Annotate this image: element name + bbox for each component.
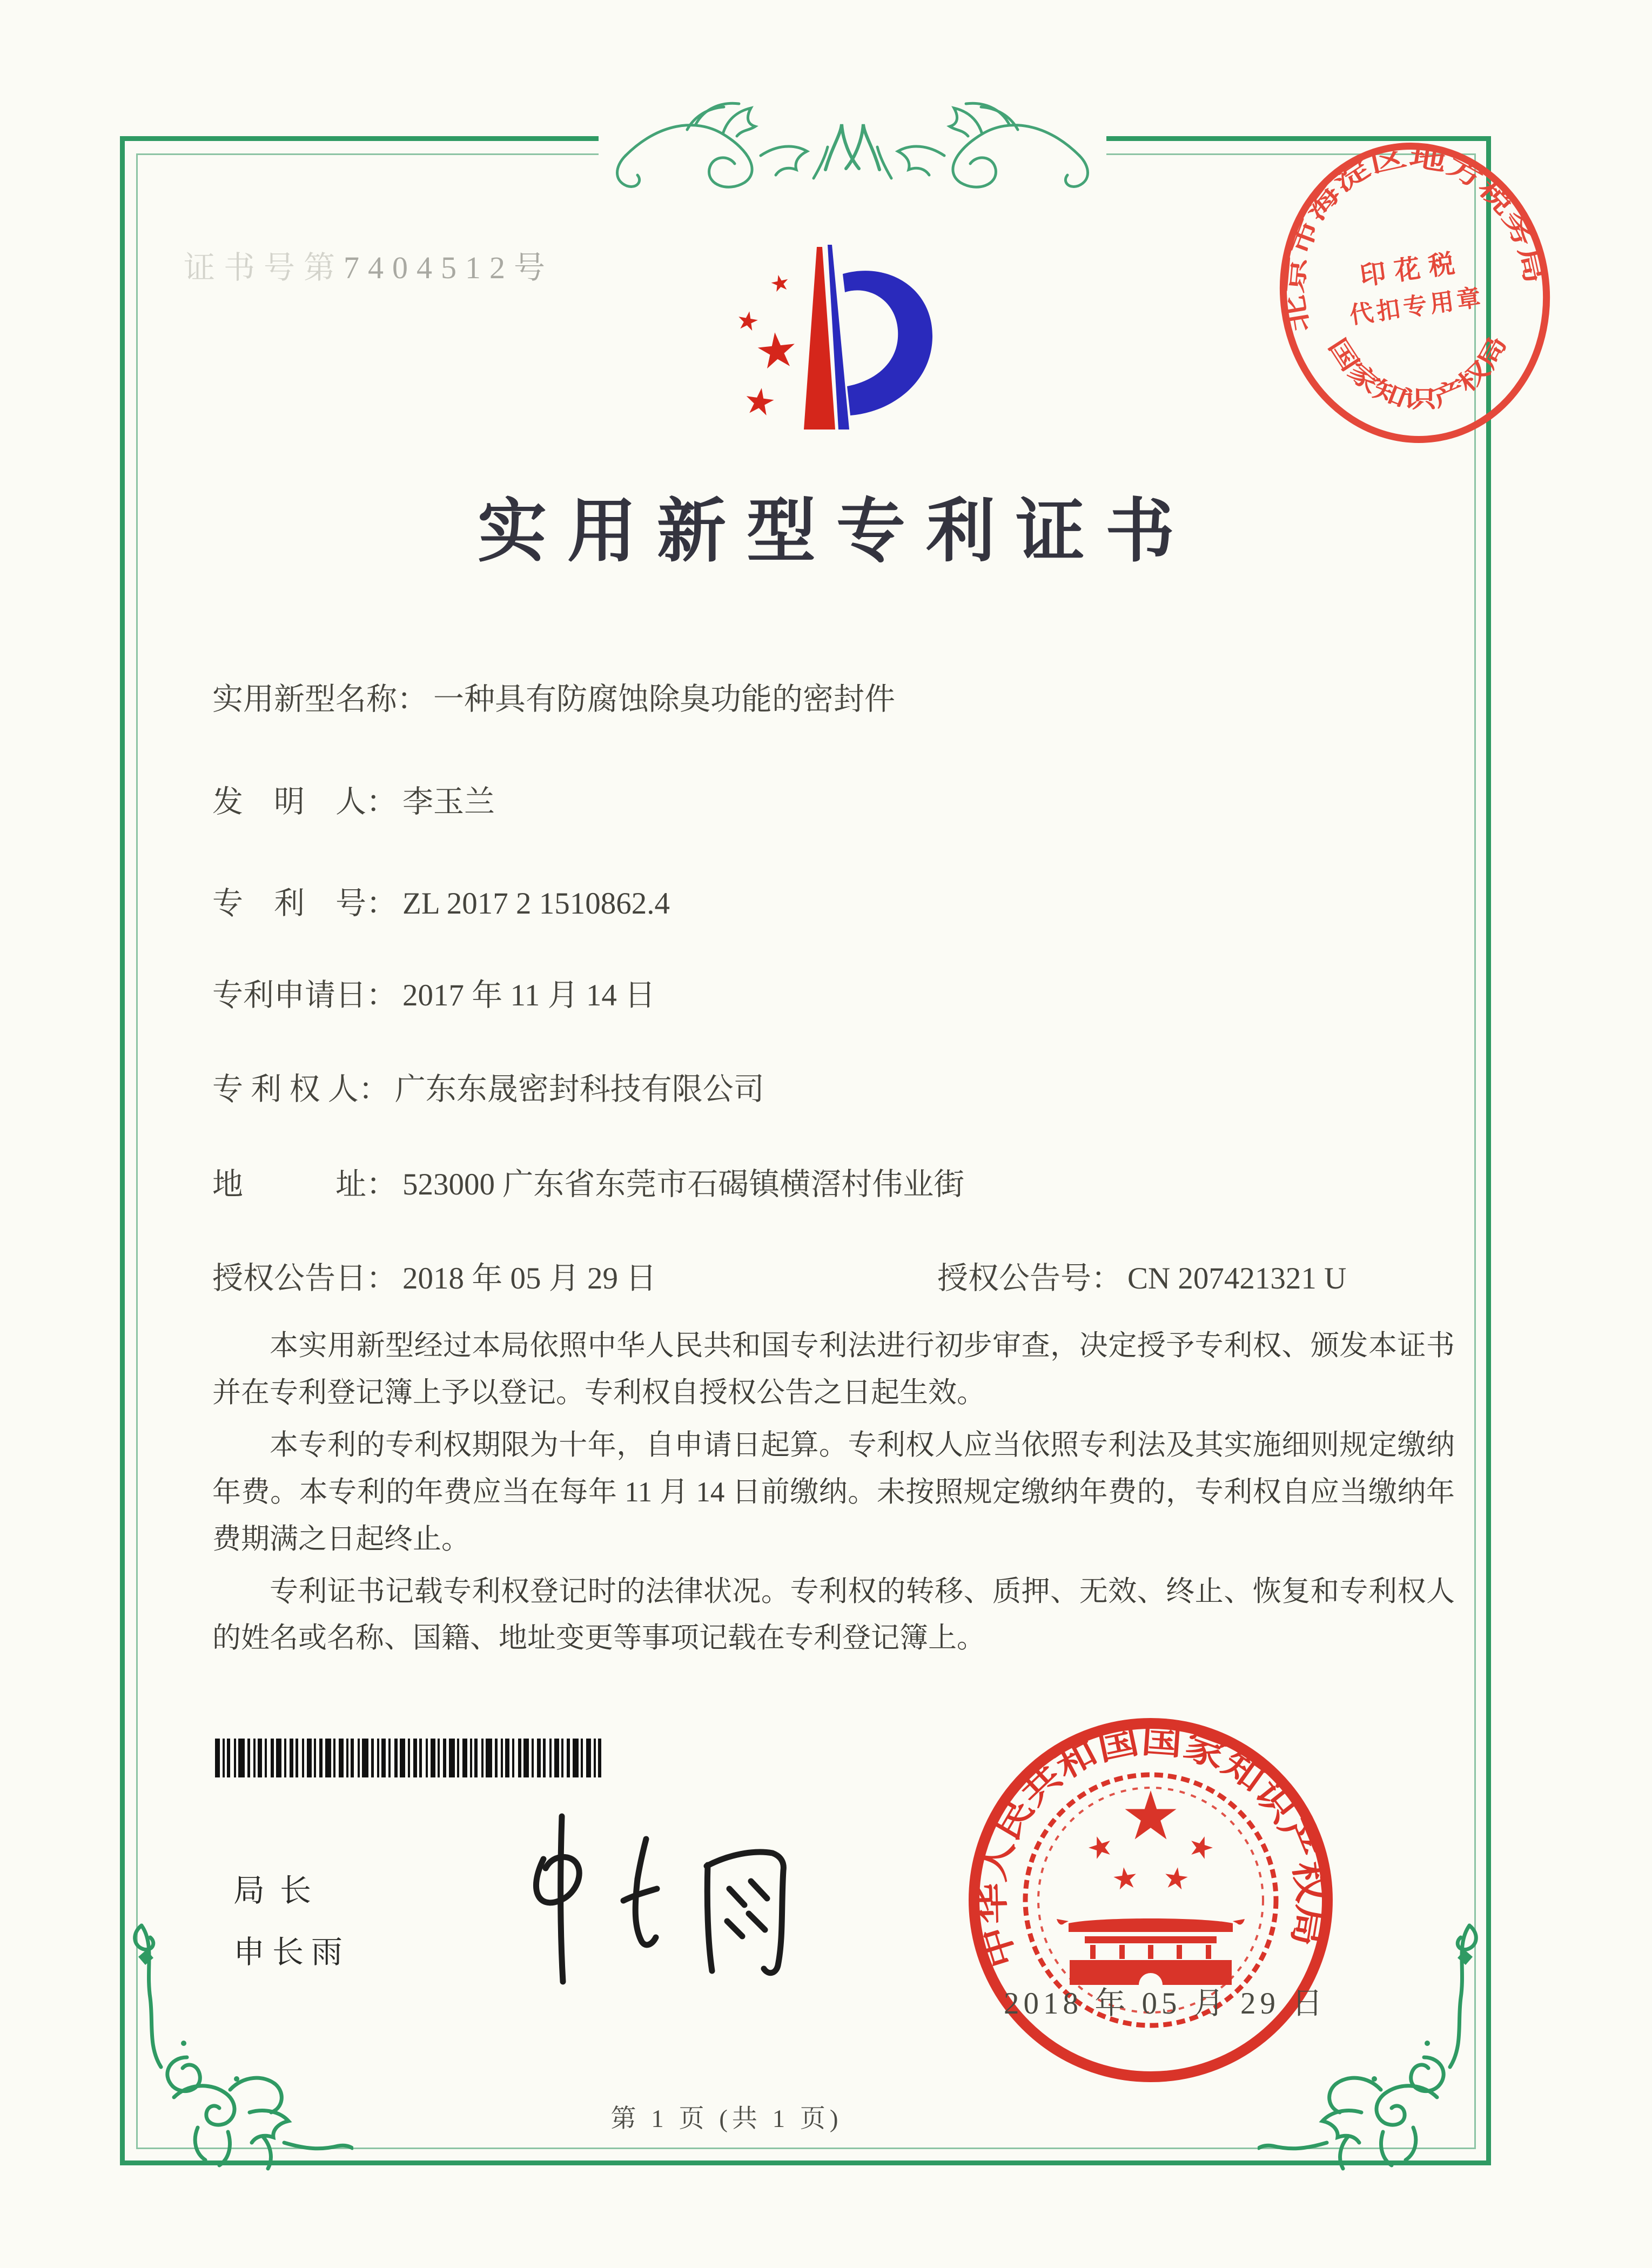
seal-ring-text: 中华人民共和国国家知识产权局 xyxy=(972,1721,1329,1972)
certificate-title: 实用新型专利证书 xyxy=(477,493,1195,570)
certificate-number xyxy=(184,242,554,287)
commissioner-signature xyxy=(474,1808,842,1991)
field-value-address: 523000 广东省东莞市石碣镇横滘村伟业街 xyxy=(402,1167,965,1202)
grant-number-label: 授权公告号： xyxy=(937,1262,1122,1296)
field-value-patent-number: ZL 2017 2 1510862.4 xyxy=(402,887,670,921)
tax-stamp-bottom-text: 国家知识产权局 xyxy=(1323,333,1508,413)
tax-stamp-top-text: 北京市海淀区地方税务局 xyxy=(1281,143,1545,334)
tax-stamp-center-line2: 代扣专用章 xyxy=(1348,284,1486,329)
field-value-patentee: 广东东晟密封科技有限公司 xyxy=(394,1072,764,1106)
page-number: 第 1 页 (共 1 页) xyxy=(610,2105,843,2133)
commissioner-name: 申长雨 xyxy=(233,1935,351,1970)
field-row-name xyxy=(212,674,1466,719)
field-label-address: 地 址： xyxy=(212,1167,397,1202)
certificate-number-prefix: 证书号第 xyxy=(184,250,344,285)
field-row-inventor xyxy=(212,777,1466,821)
grant-number-value: CN 207421321 U xyxy=(1127,1262,1347,1296)
dragon-ornament-mask xyxy=(599,82,1106,197)
grant-date-label: 授权公告日： xyxy=(212,1262,397,1296)
field-value-filing-date: 2017 年 11 月 14 日 xyxy=(402,978,656,1012)
field-row-filing-date xyxy=(212,970,1466,1015)
logo-blue-bowl xyxy=(843,271,932,415)
field-value-name: 一种具有防腐蚀除臭功能的密封件 xyxy=(433,682,895,716)
tax-stamp-center-line1: 印花税 xyxy=(1358,248,1465,291)
grant-row xyxy=(212,1253,1466,1298)
dragon-ornament xyxy=(572,75,1133,204)
field-row-address xyxy=(212,1159,1466,1204)
cnipa-logo xyxy=(684,239,965,447)
tax-stamp xyxy=(1265,136,1568,449)
legal-paragraph-3: 专利证书记载专利权登记时的法律状况。专利权的转移、质押、无效、终止、恢复和专利权人的姓名或名称、国籍、地址变更等事项记载在专利登记簿上。 xyxy=(212,1575,1455,1654)
grant-date-value: 2018 年 05 月 29 日 xyxy=(402,1262,657,1296)
field-row-patent-number xyxy=(212,878,1466,923)
certificate-number-value: 7404512号 xyxy=(344,250,554,285)
field-value-inventor: 李玉兰 xyxy=(402,785,495,819)
field-label-name: 实用新型名称： xyxy=(212,682,428,716)
seal-date: 2018 年 05 月 29 日 xyxy=(1004,1987,1327,2021)
field-row-patentee xyxy=(212,1064,1466,1109)
field-label-patent-number: 专 利 号： xyxy=(212,887,397,921)
field-label-patentee: 专 利 权 人： xyxy=(212,1072,390,1106)
corner-ornament-bottom-left xyxy=(121,1921,353,2171)
legal-paragraph-2: 本专利的专利权期限为十年，自申请日起算。专利权人应当依照专利法及其实施细则规定缴纳年费。本专利的年费应当在每年 11 月 14 日前缴纳。未按照规定缴纳年费的，专利权自应当缴纳年费期满之日起终止。 xyxy=(212,1429,1455,1555)
cnipa-seal xyxy=(964,1714,1337,2086)
commissioner-title: 局长 xyxy=(233,1873,327,1908)
svg-text:中华人民共和国国家知识产权局 xyxy=(972,1721,1329,1972)
field-label-inventor: 发 明 人： xyxy=(212,785,397,819)
field-label-filing-date: 专利申请日： xyxy=(212,978,397,1012)
barcode xyxy=(215,1739,605,1777)
legal-text xyxy=(212,1323,1455,1667)
legal-paragraph-1: 本实用新型经过本局依照中华人民共和国专利法进行初步审查，决定授予专利权、颁发本证书并在专利登记簿上予以登记。专利权自授权公告之日起生效。 xyxy=(212,1330,1455,1408)
logo-stars xyxy=(737,273,797,417)
